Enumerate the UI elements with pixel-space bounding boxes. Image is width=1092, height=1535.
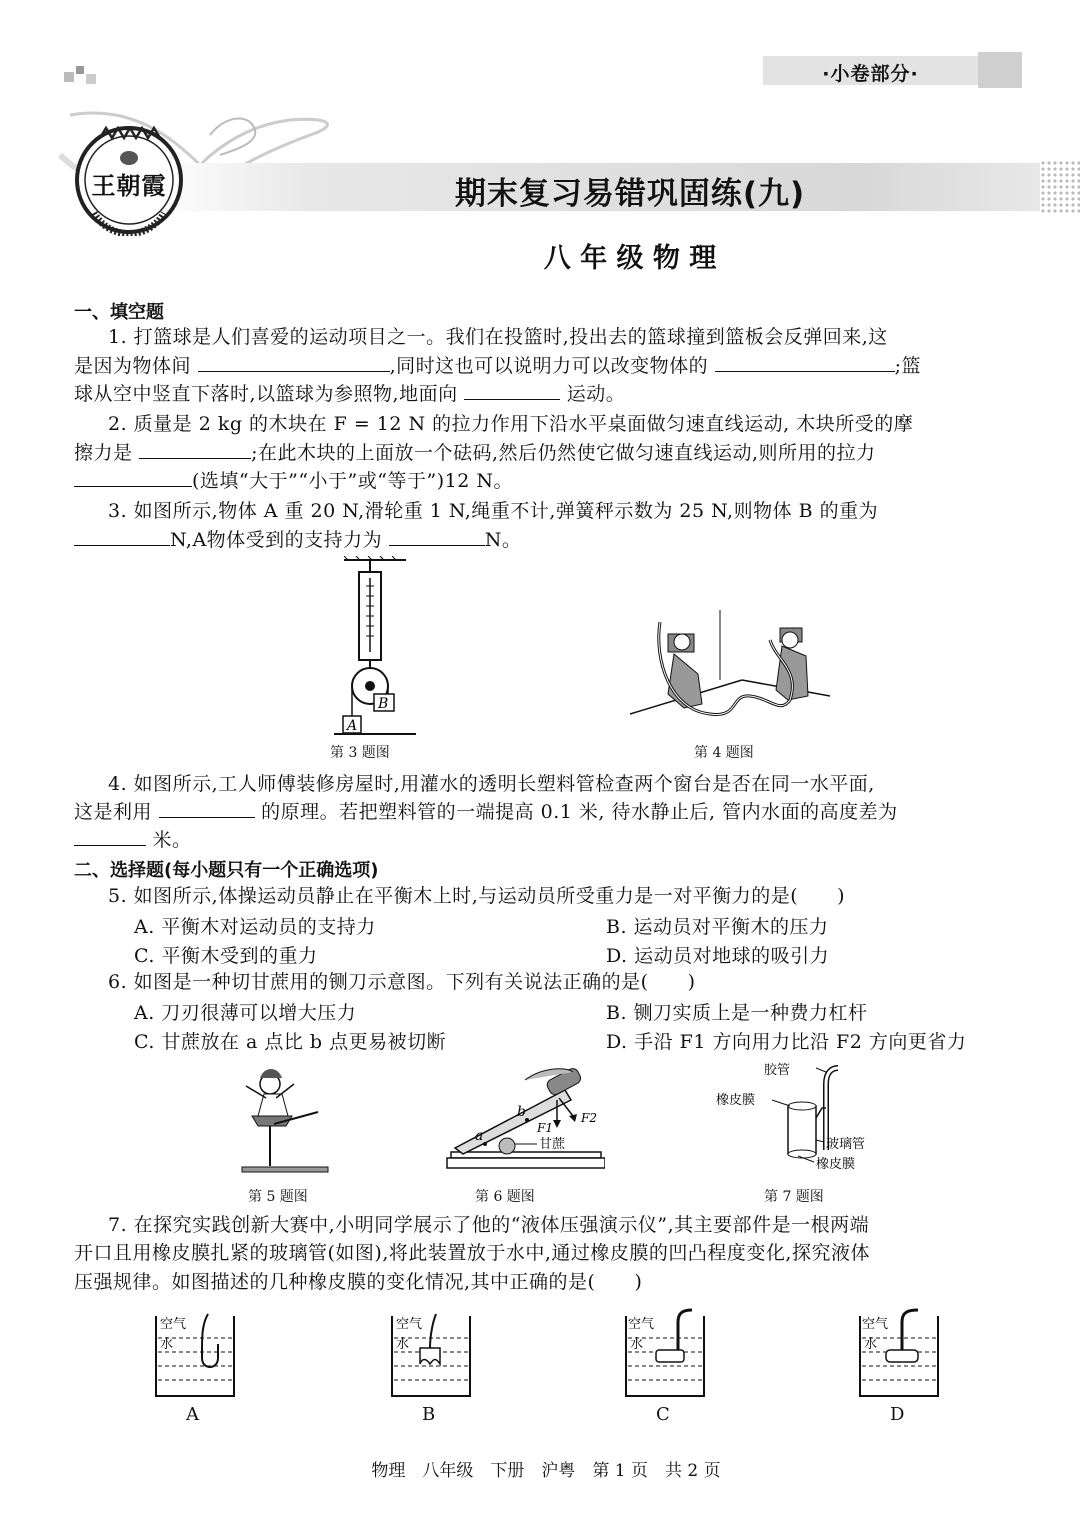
- q1-line1: 1. 打篮球是人们喜爱的运动项目之一。我们在投篮时,投出去的篮球撞到篮板会反弹回来,这: [108, 326, 888, 348]
- q2-line1: 2. 质量是 2 kg 的木块在 F = 12 N 的拉力作用下沿水平桌面做匀速直线运动, 木块所受的摩: [108, 413, 914, 435]
- q4-line1: 4. 如图所示,工人师傅装修房屋时,用灌水的透明长塑料管检查两个窗台是否在同一水平面,: [108, 773, 875, 795]
- q5-option-c[interactable]: C. 平衡木受到的重力: [134, 945, 318, 967]
- page-footer: 物理 八年级 下册 沪粤 第 1 页 共 2 页: [371, 1461, 721, 1481]
- air-label: 空气: [628, 1317, 655, 1332]
- figure-4-caption: 第 4 题图: [694, 745, 754, 761]
- label-b: B: [378, 696, 389, 712]
- section-tag: ·小卷部分·: [822, 63, 919, 85]
- q6-option-a[interactable]: A. 刀刃很薄可以增大压力: [134, 1002, 357, 1024]
- figure-6-caption: 第 6 题图: [475, 1189, 535, 1205]
- figure-6-cutter: [445, 1060, 605, 1178]
- figure-7-caption: 第 7 题图: [764, 1189, 824, 1205]
- q7-label-c[interactable]: C: [656, 1404, 670, 1425]
- q6-option-c[interactable]: C. 甘蔗放在 a 点比 b 点更易被切断: [134, 1031, 447, 1053]
- q3-line1: 3. 如图所示,物体 A 重 20 N,滑轮重 1 N,绳重不计,弹簧秤示数为 25 N,则物体 B 的重为: [108, 500, 879, 522]
- label-b: b: [517, 1104, 526, 1120]
- figure-3-caption: 第 3 题图: [330, 745, 390, 761]
- q7-label-b[interactable]: B: [422, 1404, 436, 1425]
- q7-line3: 压强规律。如图描述的几种橡皮膜的变化情况,其中正确的是( ): [74, 1271, 643, 1293]
- page-title: 期末复习易错巩固练(九): [454, 176, 806, 212]
- q6-stem: 6. 如图是一种切甘蔗用的铡刀示意图。下列有关说法正确的是( ): [108, 971, 696, 993]
- section-heading-fill: 一、填空题: [74, 302, 164, 323]
- logo-text: 王朝霞: [91, 171, 167, 200]
- water-label: 水: [630, 1337, 644, 1352]
- title-band-pattern: [1040, 160, 1080, 215]
- q3-line2: N,A物体受到的支持力为 N。: [74, 528, 521, 552]
- q1-line3: 球从空中竖直下落时,以篮球为参照物,地面向 运动。: [74, 383, 626, 405]
- q7-line2: 开口且用橡皮膜扎紧的玻璃管(如图),将此装置放于水中,通过橡皮膜的凹凸程度变化,探究液体: [74, 1242, 870, 1264]
- q6-option-d[interactable]: D. 手沿 F1 方向用力比沿 F2 方向更省力: [606, 1031, 967, 1053]
- water-label: 水: [864, 1337, 878, 1352]
- answer-blank[interactable]: [464, 382, 560, 400]
- q4-line3: 米。: [74, 828, 192, 852]
- section-heading-choice: 二、选择题(每小题只有一个正确选项): [74, 860, 379, 881]
- label-f1: F1: [537, 1121, 553, 1135]
- q7-figure-c[interactable]: [622, 1306, 708, 1400]
- air-label: 空气: [160, 1317, 187, 1332]
- answer-blank[interactable]: [198, 354, 390, 372]
- answer-blank[interactable]: [159, 800, 255, 818]
- answer-blank[interactable]: [139, 441, 251, 459]
- label-membrane-top: 橡皮膜: [716, 1093, 756, 1108]
- water-label: 水: [396, 1337, 410, 1352]
- figure-4-workers: [630, 600, 830, 735]
- answer-blank[interactable]: [74, 469, 192, 487]
- figure-5-gymnast: [238, 1064, 330, 1176]
- q7-figure-a[interactable]: [152, 1308, 238, 1400]
- corner-decoration: [64, 66, 104, 86]
- q7-figures: [0, 1300, 1092, 1430]
- figure-7-device: [712, 1058, 902, 1178]
- q7-label-d[interactable]: D: [890, 1404, 905, 1425]
- section-tag-side: [978, 52, 1022, 88]
- air-label: 空气: [396, 1317, 423, 1332]
- q7-figure-d[interactable]: [856, 1306, 942, 1400]
- q4-line2: 这是利用 的原理。若把塑料管的一端提高 0.1 米, 待水静止后, 管内水面的高度差为: [74, 801, 898, 823]
- label-f2: F2: [581, 1111, 597, 1125]
- q2-line3: (选填“大于”“小于”或“等于”)12 N。: [74, 469, 513, 493]
- q5-option-b[interactable]: B. 运动员对平衡木的压力: [606, 916, 829, 938]
- q7-figure-b[interactable]: [388, 1308, 474, 1400]
- answer-blank[interactable]: [74, 528, 170, 546]
- q5-option-d[interactable]: D. 运动员对地球的吸引力: [606, 945, 830, 967]
- q2-line2: 擦力是 ;在此木块的上面放一个砝码,然后仍然使它做匀速直线运动,则所用的拉力: [74, 442, 876, 464]
- label-a: a: [475, 1128, 484, 1144]
- figure-5-caption: 第 5 题图: [248, 1189, 308, 1205]
- figure-3-pulley: [330, 556, 420, 736]
- page-subtitle: 八 年 级 物 理: [543, 243, 717, 274]
- q5-stem: 5. 如图所示,体操运动员静止在平衡木上时,与运动员所受重力是一对平衡力的是( ): [108, 885, 846, 907]
- label-glass: 玻璃管: [826, 1137, 866, 1152]
- label-cane: 甘蔗: [539, 1137, 566, 1152]
- q7-line1: 7. 在探究实践创新大赛中,小明同学展示了他的“液体压强演示仪”,其主要部件是一根两端: [108, 1214, 870, 1236]
- water-label: 水: [160, 1337, 174, 1352]
- answer-blank[interactable]: [389, 528, 485, 546]
- air-label: 空气: [862, 1317, 889, 1332]
- label-membrane-bottom: 橡皮膜: [816, 1157, 856, 1172]
- q6-option-b[interactable]: B. 铡刀实质上是一种费力杠杆: [606, 1002, 868, 1024]
- label-a: A: [347, 718, 358, 734]
- q1-line2: 是因为物体间 ,同时这也可以说明力可以改变物体的 ;篮: [74, 355, 922, 377]
- label-tube: 胶管: [764, 1063, 791, 1078]
- answer-blank[interactable]: [74, 828, 146, 846]
- q5-option-a[interactable]: A. 平衡木对运动员的支持力: [134, 916, 376, 938]
- answer-blank[interactable]: [715, 354, 895, 372]
- q7-label-a[interactable]: A: [186, 1404, 199, 1425]
